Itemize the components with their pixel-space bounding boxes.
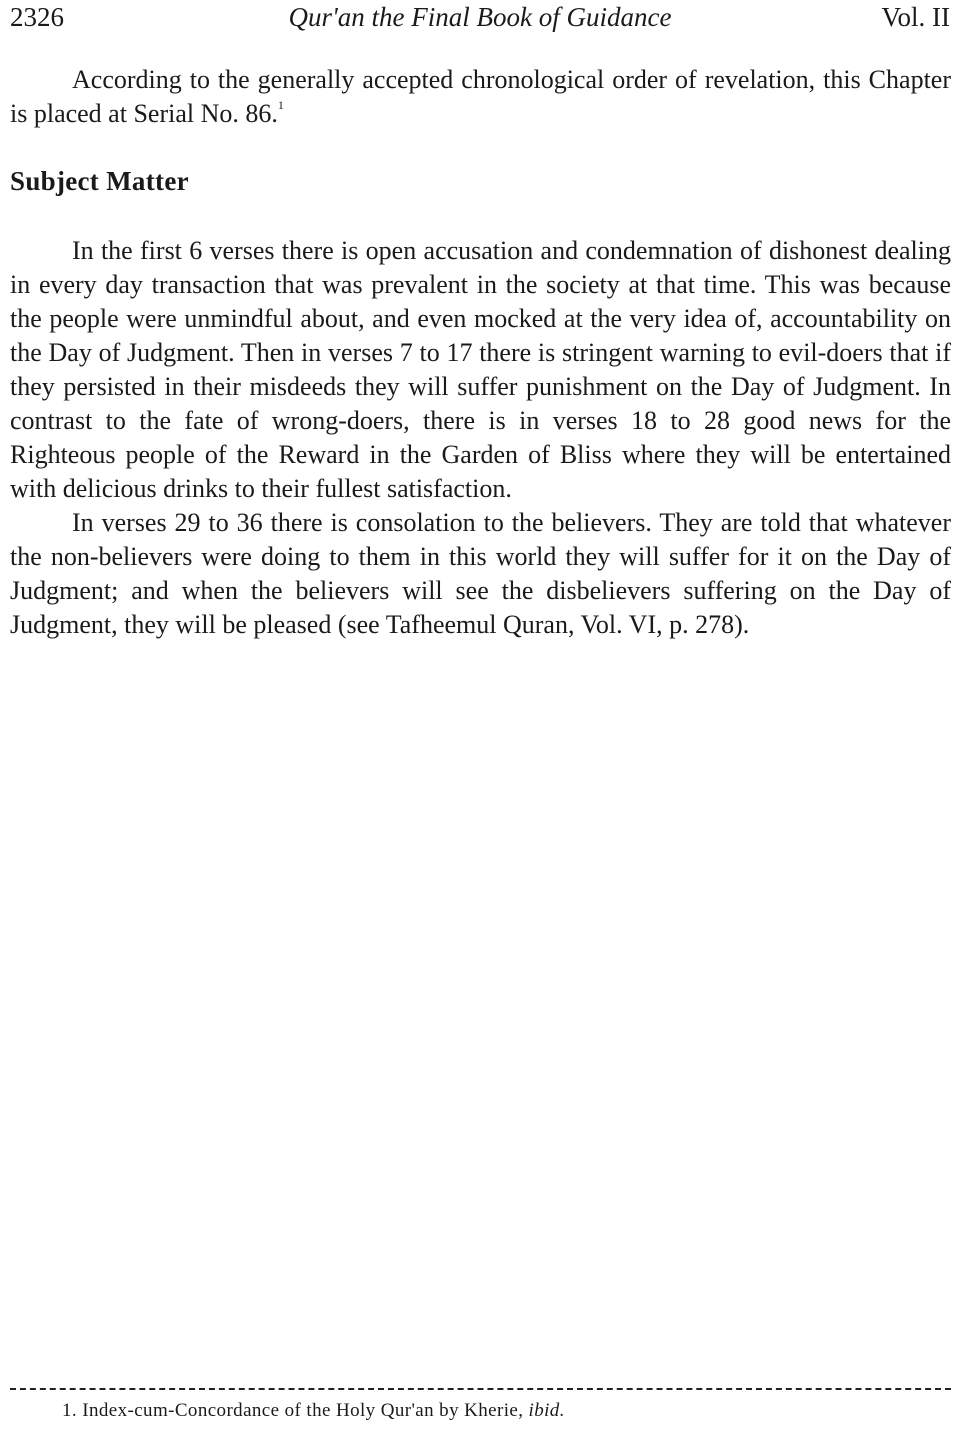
page-number: 2326 — [10, 2, 64, 32]
running-header — [10, 0, 950, 34]
footnote-ibid: ibid. — [528, 1400, 565, 1421]
subject-matter-text — [10, 234, 951, 642]
footnote-separator — [10, 1388, 951, 1390]
footnote-text: Index-cum-Concordance of the Holy Qur'an by Kherie, — [82, 1400, 524, 1421]
footnote-number: 1. — [62, 1400, 78, 1421]
intro-paragraph — [10, 63, 951, 131]
footnote — [62, 1398, 565, 1424]
intro-text: According to the generally accepted chronological order of revelation, this Chapter is placed at Serial No. 86. — [10, 65, 951, 128]
subject-paragraph-2: In verses 29 to 36 there is consolation to the believers. They are told that whatever the non-believers were doing to them in this world they will suffer for it on the Day of Judgment; and when the believers will see the disbelievers suffering on the Day of Judgment, they will be pleased (see Tafheemul Quran, Vol. VI, p. 278). — [10, 508, 951, 639]
footnote-marker[interactable]: 1 — [277, 98, 284, 112]
book-title: Qur'an the Final Book of Guidance — [288, 2, 672, 32]
section-heading: Subject Matter — [10, 166, 189, 196]
volume-label: Vol. II — [881, 2, 950, 32]
subject-paragraph-1: In the first 6 verses there is open accusation and condemnation of dishonest dealing in every day transaction that was prevalent in the society at that time. This was because the people were unmindful about, and even mocked at the very idea of, accountability on the Day of Judgment. Then in verses 7 to 17 there is stringent warning to evil-doers that if they persisted in their misdeeds they will suffer punishment on the Day of Judgment. In contrast to the fate of wrong-doers, there is in verses 18 to 28 good news for the Righteous people of the Reward in the Garden of Bliss where they will be entertained with delicious drinks to their fullest satisfaction. — [10, 236, 951, 503]
